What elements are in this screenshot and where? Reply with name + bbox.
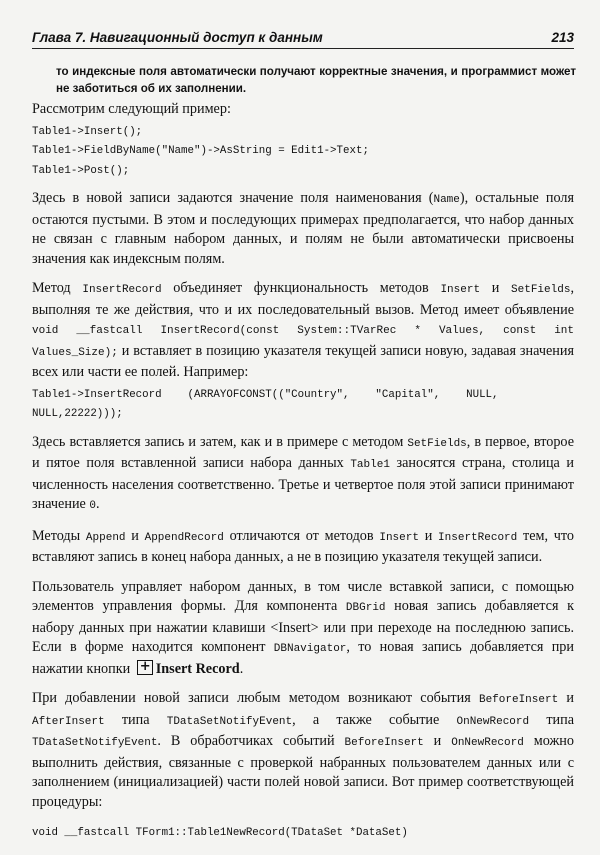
code-line: Table1->Post(); [32, 164, 130, 177]
insert-record-label: Insert Record [155, 660, 240, 677]
code-line: Table1->InsertRecord (ARRAYOFCONST(("Country", "Capital", NULL, [32, 388, 499, 401]
paragraph-append: Методы Append и AppendRecord отличаются от методов Insert и InsertRecord тем, что вставляют запись в конец набора данных, а не в позицию указателя текущей записи. [32, 527, 575, 565]
code-example-3: void __fastcall TForm1::Table1NewRecord(TDataSet *DataSet) [32, 827, 408, 839]
paragraph-insertrecord: Метод InsertRecord объединяет функциональность методов Insert и SetFields, выполняя те же действия, что и их последовательный вызов. Метод имеет объявление void __fastcall InsertRecord(const System::TVarRec * Values, const int Values_Size); и вставляет в позицию указателя текущей записи новую, задавая значения всех или части ее полей. Например: [32, 280, 574, 380]
paragraph-user-controls: Пользователь управляет набором данных, в том числе вставкой записи, с помощью элементов управления формы. Для компонента DBGrid новая запись добавляется к набору данных при нажатии клавиши <Insert> или при переходе на последнюю запись. Если в форме находится компонент DBNavigator, то новая запись добавляется при нажатии кнопки +Insert Record. [32, 578, 574, 680]
code-example-2 [32, 386, 574, 425]
intro-line: Рассмотрим следующий пример: [32, 101, 231, 117]
code-example-1 [32, 123, 574, 182]
chapter-title: Глава 7. Навигационный доступ к данным [32, 30, 323, 45]
insert-record-icon [137, 660, 153, 675]
main-content [32, 100, 574, 844]
bullet-continuation: то индексные поля автоматически получают корректные значения, и программист может не заботиться об их заполнении. [56, 65, 576, 95]
running-header [32, 30, 574, 49]
paragraph-inserted-fields: Здесь вставляется запись и затем, как и в примере с методом SetFields, в первое, второе и пятое поля вставленной записи набора данных Table1 заносятся страна, столица и численность населения соответственно. Третье и четвертое поля этой записи принимают значение 0. [32, 433, 574, 512]
page-number: 213 [551, 30, 574, 45]
paragraph-name-field: Здесь в новой записи задаются значение поля наименования (Name), остальные поля остаются пустыми. В этом и последующих примерах предполагается, что набор данных не связан с главным набором данных, и полям не были автоматически присвоены значения как индексным полям. [32, 190, 575, 267]
paragraph-events: При добавлении новой записи любым методом возникают события BeforeInsert и AfterInsert типа TDataSetNotifyEvent, а также событие OnNewRecord типа TDataSetNotifyEvent. В обработчиках событий BeforeInsert и OnNewRecord можно выполнить действия, связанные с проверкой набранных пользователем данных или с заполнением (инициализацией) части полей новой записи. Вот пример соответствующей процедуры: [32, 690, 575, 810]
code-line: NULL,22222))); [32, 408, 123, 420]
code-line: Table1->Insert(); [32, 125, 143, 138]
code-line: Table1->FieldByName("Name")->AsString = Edit1->Text; [32, 145, 369, 157]
